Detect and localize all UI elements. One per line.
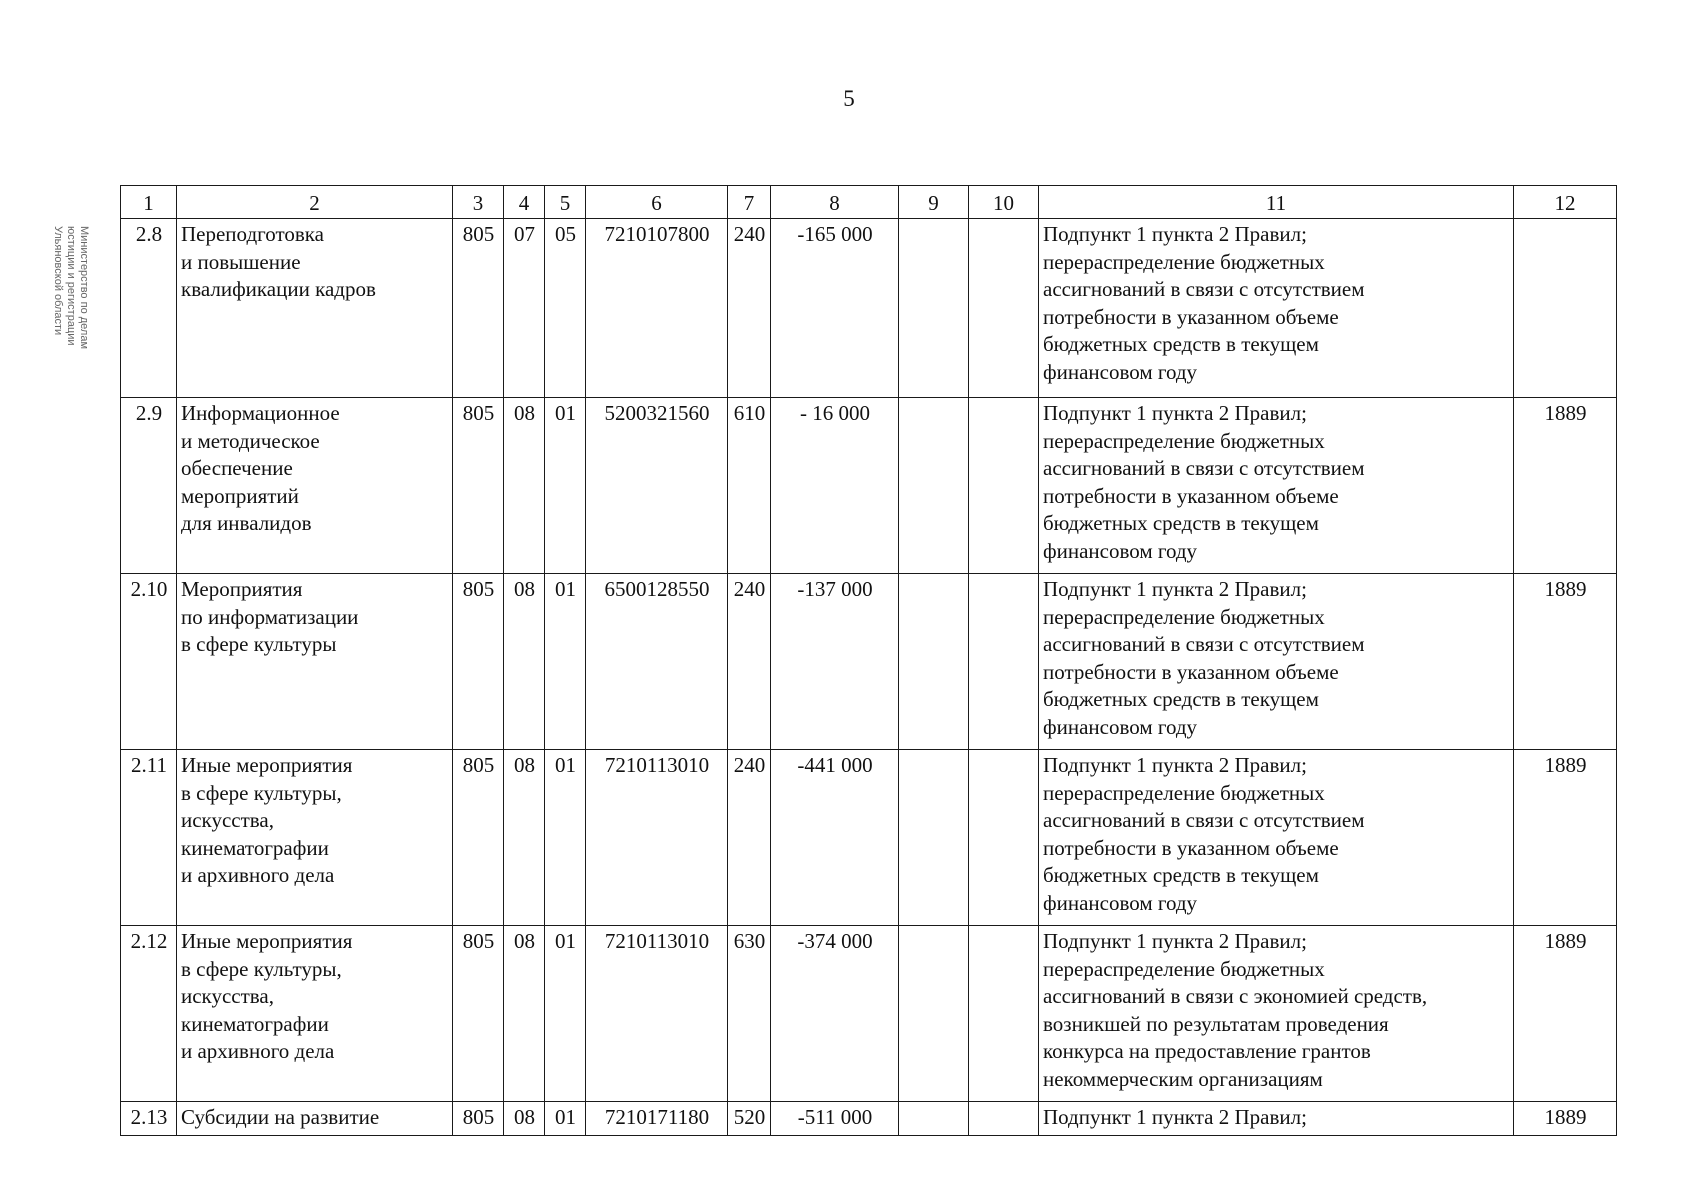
basis-text: Подпункт 1 пункта 2 Правил; перераспределение бюджетных ассигнований в связи с отсутствием потребности в указанном объеме бюджетных средств в текущем финансовом году — [1039, 750, 1514, 926]
amount: -441 000 — [771, 750, 899, 926]
column-header: 9 — [899, 186, 969, 219]
column-header: 11 — [1039, 186, 1514, 219]
registration-stamp — [22, 226, 90, 431]
basis-text: Подпункт 1 пункта 2 Правил; перераспределение бюджетных ассигнований в связи с экономией средств, возникшей по результатам проведения конкурса на предоставление грантов некоммерческим организациям — [1039, 926, 1514, 1102]
col9 — [899, 1102, 969, 1136]
code-col3: 805 — [453, 1102, 504, 1136]
column-header: 4 — [504, 186, 545, 219]
column-header: 7 — [728, 186, 771, 219]
code-col7: 610 — [728, 398, 771, 574]
col9 — [899, 926, 969, 1102]
table-row — [121, 219, 1617, 398]
col10 — [969, 398, 1039, 574]
code-col4: 08 — [504, 926, 545, 1102]
budget-reallocation-table — [120, 185, 1617, 1136]
col10 — [969, 926, 1039, 1102]
column-header: 12 — [1514, 186, 1617, 219]
col9 — [899, 750, 969, 926]
code-col5: 05 — [545, 219, 586, 398]
code-col3: 805 — [453, 574, 504, 750]
table-header-row — [121, 186, 1617, 219]
row-number: 2.9 — [121, 398, 177, 574]
amount: -511 000 — [771, 1102, 899, 1136]
code-col3: 805 — [453, 926, 504, 1102]
row-number: 2.12 — [121, 926, 177, 1102]
col9 — [899, 574, 969, 750]
code-col7: 240 — [728, 750, 771, 926]
amount: -165 000 — [771, 219, 899, 398]
col10 — [969, 750, 1039, 926]
code-col5: 01 — [545, 398, 586, 574]
code-col6: 7210113010 — [586, 750, 728, 926]
column-header: 5 — [545, 186, 586, 219]
code-col7: 240 — [728, 574, 771, 750]
column-header: 2 — [177, 186, 453, 219]
col12: 1889 — [1514, 574, 1617, 750]
item-name: Информационное и методическое обеспечение мероприятий для инвалидов — [177, 398, 453, 574]
table-row — [121, 398, 1617, 574]
amount: - 16 000 — [771, 398, 899, 574]
code-col6: 7210107800 — [586, 219, 728, 398]
row-number: 2.11 — [121, 750, 177, 926]
table-row — [121, 750, 1617, 926]
col10 — [969, 1102, 1039, 1136]
code-col5: 01 — [545, 750, 586, 926]
amount: -137 000 — [771, 574, 899, 750]
page-number: 5 — [843, 86, 855, 111]
item-name: Мероприятия по информатизации в сфере культуры — [177, 574, 453, 750]
basis-text: Подпункт 1 пункта 2 Правил; — [1039, 1102, 1514, 1136]
column-header: 8 — [771, 186, 899, 219]
item-name: Субсидии на развитие — [177, 1102, 453, 1136]
code-col7: 630 — [728, 926, 771, 1102]
code-col4: 07 — [504, 219, 545, 398]
col12: 1889 — [1514, 1102, 1617, 1136]
col10 — [969, 574, 1039, 750]
basis-text: Подпункт 1 пункта 2 Правил; перераспределение бюджетных ассигнований в связи с отсутствием потребности в указанном объеме бюджетных средств в текущем финансовом году — [1039, 574, 1514, 750]
code-col6: 7210171180 — [586, 1102, 728, 1136]
stamp-line: Министерство по делам — [78, 226, 90, 350]
code-col3: 805 — [453, 750, 504, 926]
table-row — [121, 1102, 1617, 1136]
code-col7: 520 — [728, 1102, 771, 1136]
stamp-text — [22, 226, 90, 431]
table-row — [121, 574, 1617, 750]
code-col5: 01 — [545, 1102, 586, 1136]
code-col5: 01 — [545, 926, 586, 1102]
col12: 1889 — [1514, 398, 1617, 574]
table-row — [121, 926, 1617, 1102]
row-number: 2.8 — [121, 219, 177, 398]
column-header: 6 — [586, 186, 728, 219]
col12: 1889 — [1514, 926, 1617, 1102]
code-col4: 08 — [504, 1102, 545, 1136]
item-name: Иные мероприятия в сфере культуры, искусства, кинематографии и архивного дела — [177, 926, 453, 1102]
code-col4: 08 — [504, 750, 545, 926]
code-col7: 240 — [728, 219, 771, 398]
code-col6: 5200321560 — [586, 398, 728, 574]
basis-text: Подпункт 1 пункта 2 Правил; перераспределение бюджетных ассигнований в связи с отсутствием потребности в указанном объеме бюджетных средств в текущем финансовом году — [1039, 398, 1514, 574]
item-name: Переподготовка и повышение квалификации кадров — [177, 219, 453, 398]
code-col3: 805 — [453, 398, 504, 574]
code-col6: 7210113010 — [586, 926, 728, 1102]
code-col4: 08 — [504, 398, 545, 574]
code-col6: 6500128550 — [586, 574, 728, 750]
column-header: 10 — [969, 186, 1039, 219]
code-col4: 08 — [504, 574, 545, 750]
col9 — [899, 219, 969, 398]
basis-text: Подпункт 1 пункта 2 Правил; перераспределение бюджетных ассигнований в связи с отсутствием потребности в указанном объеме бюджетных средств в текущем финансовом году — [1039, 219, 1514, 398]
row-number: 2.13 — [121, 1102, 177, 1136]
col12: 1889 — [1514, 750, 1617, 926]
code-col5: 01 — [545, 574, 586, 750]
col9 — [899, 398, 969, 574]
row-number: 2.10 — [121, 574, 177, 750]
column-header: 1 — [121, 186, 177, 219]
amount: -374 000 — [771, 926, 899, 1102]
col10 — [969, 219, 1039, 398]
col12 — [1514, 219, 1617, 398]
column-header: 3 — [453, 186, 504, 219]
stamp-line: юстиции и регистрации — [65, 226, 77, 346]
stamp-line: Ульяновской области — [52, 226, 64, 336]
code-col3: 805 — [453, 219, 504, 398]
item-name: Иные мероприятия в сфере культуры, искусства, кинематографии и архивного дела — [177, 750, 453, 926]
